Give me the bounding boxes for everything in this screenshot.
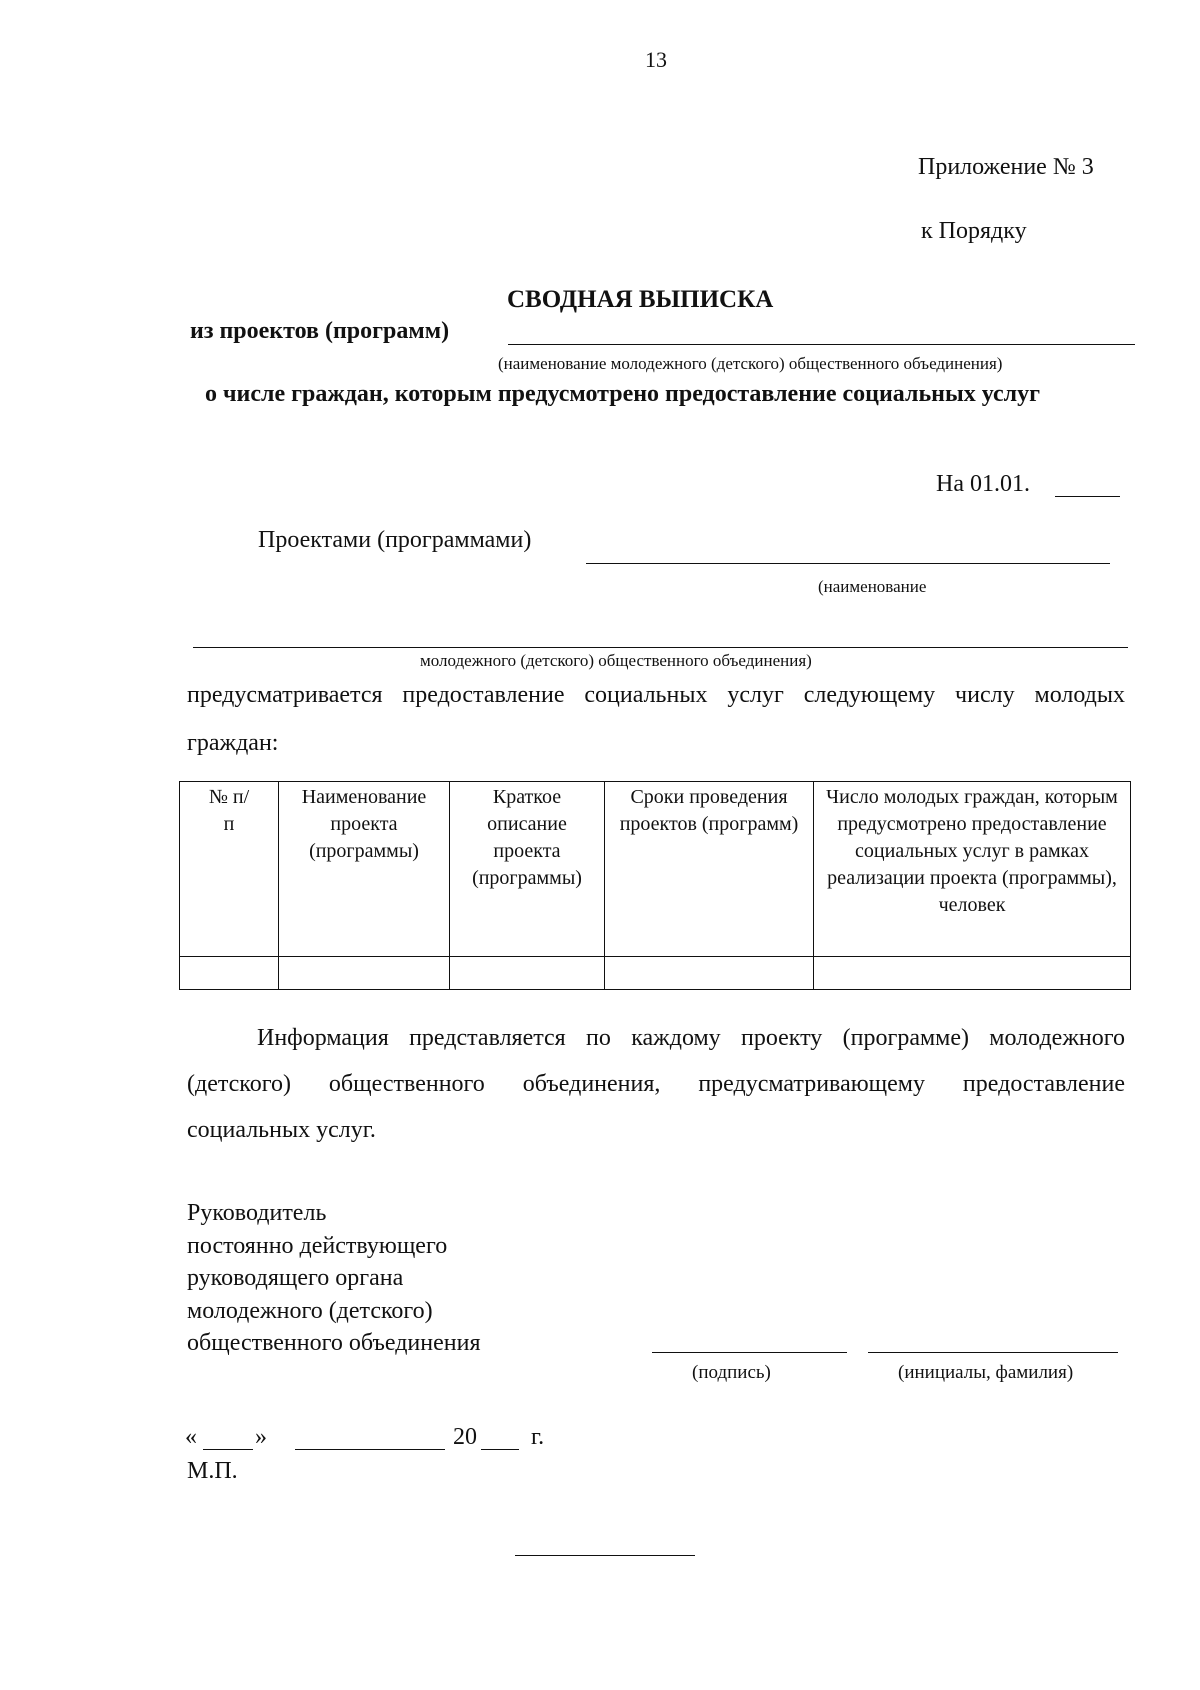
heading-about-citizens: о числе граждан, которым предусмотрено предоставление социальных услуг [205,381,1041,407]
year-prefix: 20 [453,1424,477,1450]
org-name-blank-3 [193,647,1128,648]
signatory-line: общественного объединения [187,1330,481,1356]
date-open-quote: « [185,1424,197,1450]
col-number-header: № п/п [180,782,279,957]
signatory-line: постоянно действующего [187,1232,448,1259]
month-blank [295,1449,445,1450]
col-dates-header: Сроки проведения проектов (программ) [605,782,814,957]
table-cell [180,957,279,990]
initials-blank [868,1352,1118,1353]
year-blank-2 [481,1449,519,1450]
org-name-blank-2 [586,563,1110,564]
signatory-line: руководящего органа [187,1265,404,1291]
projects-label: Проектами (программами) [258,527,532,553]
date-close-quote: » [255,1424,267,1450]
year-suffix: г. [531,1424,545,1450]
table-cell [450,957,605,990]
col-project-name-header: Наименование проекта (программы) [279,782,450,957]
table-row [180,957,1131,990]
org-caption: молодежного (детского) общественного объединения) [420,651,812,670]
org-name-blank [508,344,1135,345]
day-blank [203,1449,253,1450]
appendix-number: Приложение № 3 [918,154,1094,180]
initials-caption: (инициалы, фамилия) [898,1362,1074,1383]
appendix-order: к Порядку [921,218,1027,244]
table-header-row [180,782,1131,957]
as-of-date: На 01.01. [936,471,1030,497]
signature-caption: (подпись) [692,1362,771,1383]
table-cell [814,957,1131,990]
org-name-caption: (наименование молодежного (детского) общественного объединения) [498,354,1003,373]
intro-paragraph: предусматривается предоставление социальных услуг следующему числу молодых граждан: [187,682,1125,756]
stamp-place: М.П. [187,1458,238,1484]
signatory-line: молодежного (детского) [187,1297,433,1324]
table-cell [279,957,450,990]
page-number: 13 [645,47,667,72]
col-citizens-count-header: Число молодых граждан, которым предусмотрено предоставление социальных услуг в рамках реализации проекта (программы), человек [814,782,1131,957]
heading-from-projects: из проектов (программ) [190,318,450,344]
table-cell [605,957,814,990]
closing-separator [515,1555,695,1556]
year-blank [1055,496,1120,497]
citizens-table [179,781,1131,990]
signatory-line: Руководитель [187,1200,327,1226]
col-description-header: Краткое описание проекта (программы) [450,782,605,957]
document-title: СВОДНАЯ ВЫПИСКА [507,286,774,313]
info-paragraph: Информация представляется по каждому проекту (программе) молодежного (детского) общественного объединения, предусматривающему предоставление социальных услуг. [187,1025,1125,1143]
signatory-block [187,1197,481,1360]
name-caption: (наименование [818,577,927,596]
signature-blank [652,1352,847,1353]
